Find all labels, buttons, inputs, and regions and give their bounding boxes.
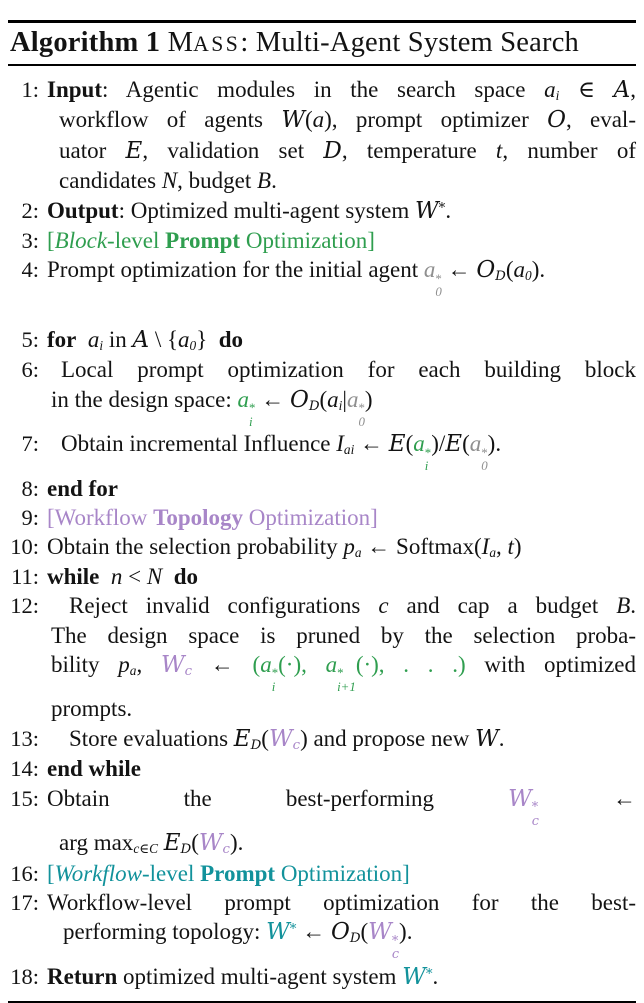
text-segment: in — [103, 326, 133, 352]
math-script-symbol — [508, 785, 539, 829]
subscript: c — [222, 842, 230, 858]
text-segment: ( — [319, 386, 328, 412]
math-script-symbol: W — [475, 725, 499, 752]
text-segment: ( — [360, 919, 369, 945]
text-segment — [413, 431, 432, 474]
text-segment: , budget — [177, 168, 258, 194]
text-segment: . — [271, 168, 277, 194]
text-segment: ( — [191, 830, 199, 856]
text-segment: . — [432, 963, 439, 989]
math-script-symbol: E — [125, 137, 143, 164]
subscript: i — [424, 459, 429, 474]
subscript: 0 — [358, 414, 365, 429]
subscript: ai — [343, 442, 355, 458]
line-text — [47, 888, 636, 917]
text-segment: ) — [364, 386, 373, 412]
math-script-symbol: O — [547, 107, 566, 134]
line-text — [47, 591, 636, 620]
line-text — [47, 962, 636, 992]
text-segment: Reject invalid configurations — [69, 593, 379, 619]
text-segment: ) — [513, 534, 522, 560]
text-segment: \ { — [149, 326, 179, 352]
math-script-symbol: E — [445, 431, 463, 458]
text-segment: , eval- — [565, 107, 636, 133]
text-segment: ( — [405, 431, 414, 457]
text-segment: Optimization] — [240, 228, 375, 254]
line-text — [47, 694, 636, 723]
line-number — [8, 650, 39, 694]
line-number — [8, 621, 39, 650]
text-segment: ( — [462, 431, 470, 457]
subscript: D — [308, 398, 320, 414]
text-segment: end for — [47, 475, 118, 501]
text-segment: Workflow — [54, 860, 142, 886]
algo-line — [8, 255, 636, 299]
text-segment: (·), . . .) — [355, 652, 466, 677]
line-text — [47, 503, 636, 532]
text-segment: [ — [47, 860, 55, 886]
math-script-symbol: $W_c$ — [198, 830, 230, 858]
text-segment: $a_0$ — [178, 326, 197, 353]
math-script-symbol: W — [281, 107, 305, 134]
subscript: i — [555, 87, 560, 103]
text-segment: . — [630, 593, 636, 619]
line-number: 11: — [11, 563, 39, 589]
text-segment: [Workflow — [47, 504, 154, 530]
algo-line-continuation — [8, 621, 636, 650]
algo-line — [8, 196, 636, 226]
line-text — [47, 859, 636, 888]
subscript: D — [495, 269, 506, 285]
line-number: 7: — [21, 431, 39, 457]
text-segment: a — [312, 107, 325, 133]
text-segment: , — [136, 652, 161, 677]
text-segment — [469, 431, 488, 474]
algo-line-continuation — [8, 694, 636, 723]
text-segment: arg $\max_{c\in C}$ — [59, 830, 158, 857]
text-segment: ← — [441, 257, 477, 283]
line-number: 14: — [10, 756, 39, 782]
math-base: a — [423, 257, 436, 283]
line-number — [8, 694, 39, 723]
text-segment: Output — [47, 197, 119, 223]
math-scripts — [392, 935, 399, 962]
text-segment: $p_a$ — [118, 652, 137, 678]
subscript: i — [271, 679, 276, 694]
text-segment: . — [445, 197, 452, 223]
text-segment: , — [630, 77, 637, 102]
line-number — [8, 917, 39, 961]
text-segment: -level — [142, 860, 201, 886]
algo-line — [8, 888, 636, 917]
text-segment: < — [122, 563, 147, 589]
text-segment: ( — [261, 725, 269, 751]
subscript: c — [531, 813, 539, 829]
text-segment: ← — [296, 919, 331, 945]
text-segment: uator — [59, 137, 126, 163]
algo-line — [8, 429, 636, 473]
math-script-symbol: W* — [266, 919, 297, 946]
line-text — [47, 136, 636, 166]
line-number: 3: — [21, 228, 39, 254]
math-script-symbol: W* — [402, 963, 433, 990]
text-segment: Obtain incremental Influence — [61, 431, 337, 457]
line-text — [47, 196, 636, 226]
line-text — [47, 75, 636, 105]
text-segment: $a_i$ — [87, 326, 104, 353]
text-segment: bility — [51, 652, 119, 677]
text-segment: Block — [54, 228, 108, 254]
math-script-symbol: A — [132, 326, 150, 353]
line-number: 13: — [10, 725, 39, 751]
text-segment — [325, 652, 356, 694]
text-segment: Store evaluations — [69, 725, 234, 751]
superscript: * — [391, 933, 399, 949]
text-segment: [ — [47, 228, 55, 254]
text-segment: . — [498, 725, 505, 751]
text-segment: $a_0$ — [513, 257, 532, 284]
subscript: c — [184, 663, 193, 679]
line-number — [8, 166, 39, 195]
text-segment: Return — [47, 963, 118, 989]
math-script-symbol: W* — [415, 197, 446, 224]
math-base: a — [260, 652, 272, 677]
line-number: 2: — [21, 197, 39, 223]
line-number: 9: — [21, 504, 39, 530]
algo-line — [8, 226, 636, 255]
subscript: 0 — [189, 337, 197, 353]
algorithm-title-suffix: : Multi-Agent System Search — [240, 27, 579, 58]
text-segment: end while — [47, 756, 141, 782]
superscript: * — [271, 666, 279, 681]
subscript: 0 — [435, 285, 442, 300]
math-base: W — [368, 919, 392, 946]
superscript: * — [531, 800, 539, 816]
algo-line — [8, 754, 636, 783]
text-segment: ). — [487, 431, 502, 457]
algo-line — [8, 325, 636, 355]
mid-rule — [8, 64, 636, 66]
text-segment — [99, 564, 111, 589]
math-base: a — [325, 652, 338, 677]
algo-line — [8, 784, 636, 828]
superscript: * — [424, 445, 432, 460]
line-text — [47, 474, 636, 503]
text-segment: The design space is pruned by the selection proba- — [51, 622, 636, 648]
subscript: 0 — [525, 268, 532, 284]
math-script-symbol: E — [388, 431, 406, 458]
subscript: D — [180, 842, 192, 858]
math-script-symbol: $O_D$ — [330, 919, 361, 947]
line-text — [47, 562, 636, 591]
text-segment: , — [496, 534, 508, 560]
text-segment: , number of — [502, 137, 636, 163]
subscript: c — [391, 947, 400, 963]
text-segment: ( — [304, 107, 313, 133]
line-number: 10: — [10, 534, 39, 560]
text-segment: | — [342, 386, 347, 412]
algo-line-continuation — [8, 166, 636, 195]
math-base: a — [469, 431, 482, 457]
text-segment: performing topology: — [63, 919, 267, 945]
line-number: 6: — [21, 357, 39, 383]
math-base: a — [413, 431, 425, 457]
text-segment: , temperature — [341, 137, 496, 163]
text-segment: optimized multi-agent system — [117, 963, 403, 989]
text-segment: ), prompt optimizer — [324, 107, 548, 133]
subscript: a — [354, 545, 362, 561]
text-segment: } — [196, 326, 219, 352]
algo-line-continuation — [8, 385, 636, 429]
subscript: D — [250, 737, 262, 753]
text-segment: $I_a$ — [481, 534, 496, 561]
subscript: a — [489, 545, 496, 561]
text-segment: ) and propose new — [300, 725, 476, 751]
line-text — [47, 532, 636, 561]
text-segment: t — [495, 137, 503, 163]
algorithm-body — [6, 75, 638, 992]
text-segment: Optimization] — [275, 860, 410, 886]
math-script-symbol: $E_D$ — [163, 830, 192, 858]
text-segment: $p_a$ — [343, 534, 362, 561]
line-number: 4: — [21, 257, 39, 283]
text-segment: N — [146, 563, 163, 589]
text-segment: while — [47, 563, 100, 589]
subscript: c — [292, 737, 301, 753]
subscript: c∈C — [133, 841, 158, 857]
math-script-symbol — [368, 919, 400, 963]
section-spacer — [8, 300, 636, 325]
text-segment: $a_i$ — [327, 386, 343, 413]
text-segment — [158, 830, 164, 855]
text-segment: ( — [505, 257, 514, 283]
text-segment — [260, 652, 279, 694]
line-number: 18: — [10, 963, 39, 989]
text-segment: workflow of agents — [59, 107, 282, 133]
text-segment: prompts. — [51, 696, 133, 722]
text-segment: Input — [47, 77, 102, 102]
text-segment: (·), — [278, 652, 326, 677]
text-segment: Optimization] — [243, 504, 378, 530]
line-text — [47, 724, 636, 754]
subscript: i+1 — [337, 679, 356, 694]
line-number — [8, 828, 39, 858]
algo-line — [8, 503, 636, 532]
math-script-symbol: D — [323, 137, 342, 164]
text-segment — [423, 257, 442, 300]
text-segment: candidates — [59, 168, 162, 194]
math-script-symbol: $O_D$ — [289, 386, 320, 414]
line-text — [47, 754, 636, 783]
math-scripts — [337, 667, 356, 694]
subscript: 0 — [481, 459, 488, 474]
text-segment — [346, 386, 365, 429]
line-text — [47, 621, 636, 650]
line-text — [47, 828, 636, 858]
text-segment: ← — [538, 785, 637, 811]
text-segment: do — [218, 326, 244, 352]
superscript: * — [425, 966, 433, 982]
text-segment: B — [616, 593, 631, 619]
text-segment: $a_i$ — [544, 77, 560, 103]
line-number — [8, 385, 39, 429]
text-segment: c — [378, 593, 389, 619]
text-segment: ). — [399, 919, 413, 945]
text-segment: ← — [255, 386, 290, 412]
algo-line — [8, 355, 636, 384]
algo-line — [8, 591, 636, 620]
math-script-symbol: $O_D$ — [476, 257, 506, 285]
line-number — [8, 136, 39, 166]
subscript: D — [349, 931, 361, 947]
algo-line-continuation — [8, 136, 636, 166]
superscript: * — [481, 445, 488, 460]
algo-line-continuation — [8, 828, 636, 858]
text-segment: Workflow-level prompt optimization for the best- — [47, 889, 636, 915]
text-segment: -level — [107, 228, 166, 254]
line-number: 1: — [21, 77, 39, 102]
algorithm-title — [6, 23, 638, 64]
superscript: * — [249, 401, 256, 416]
algorithm-title-prefix: Algorithm 1 — [10, 27, 168, 58]
line-text — [47, 385, 636, 429]
text-segment: Prompt — [200, 860, 276, 886]
math-base: a — [346, 386, 359, 412]
line-number: 17: — [10, 889, 39, 915]
text-segment: Obtain the best-performing — [47, 785, 509, 811]
superscript: * — [358, 401, 365, 416]
algo-line — [8, 75, 636, 105]
superscript: * — [337, 666, 344, 681]
subscript: i — [99, 337, 104, 353]
algo-line — [8, 532, 636, 561]
algo-line-continuation — [8, 650, 636, 694]
algorithm-name-smallcaps: ASS — [193, 32, 241, 56]
algo-line — [8, 562, 636, 591]
line-text — [47, 226, 636, 255]
subscript: i — [338, 397, 343, 413]
line-number: 16: — [10, 860, 39, 886]
line-text — [47, 166, 636, 195]
text-segment: B — [257, 168, 272, 194]
text-segment: Prompt optimization for the initial agent — [47, 257, 424, 283]
math-script-symbol: $W_c$ — [160, 652, 193, 679]
math-script-symbol: $W_c$ — [268, 725, 301, 753]
text-segment: ). — [230, 830, 244, 856]
algo-line-continuation — [8, 105, 636, 135]
line-number: 15: — [10, 785, 39, 811]
text-segment: ← — [354, 431, 389, 457]
math-scripts — [532, 801, 539, 828]
text-segment: Topology — [153, 504, 244, 530]
line-text — [47, 429, 636, 473]
line-text — [47, 325, 636, 355]
subscript: i — [249, 414, 253, 429]
algorithm-name-capital: M — [167, 27, 194, 58]
line-text — [47, 105, 636, 135]
text-segment: Prompt — [165, 228, 241, 254]
math-base: W — [508, 785, 532, 812]
math-script-symbol: A — [613, 77, 631, 103]
text-segment: Obtain the selection probability — [47, 534, 344, 560]
text-segment: : Agentic modules in the search space — [101, 77, 545, 102]
text-segment: : Optimized multi-agent system — [118, 197, 415, 223]
algo-line — [8, 724, 636, 754]
line-number: 5: — [21, 326, 39, 352]
algo-line — [8, 474, 636, 503]
superscript: * — [289, 922, 297, 938]
text-segment: and cap a budget — [388, 593, 617, 619]
superscript: * — [438, 200, 446, 216]
math-script-symbol: $E_D$ — [233, 725, 262, 753]
algo-line — [8, 859, 636, 888]
superscript: * — [435, 271, 442, 286]
line-number — [8, 105, 39, 135]
text-segment: N — [161, 168, 178, 194]
line-number: 12: — [10, 593, 39, 619]
text-segment: $I_{ai}$ — [336, 431, 355, 458]
line-text — [47, 355, 636, 384]
text-segment: ← — [192, 652, 253, 677]
text-segment — [162, 564, 174, 589]
text-segment: )/ — [431, 431, 446, 457]
text-segment: t — [507, 534, 514, 560]
text-segment: ). — [531, 257, 546, 283]
text-segment: in the design space: — [51, 386, 238, 412]
text-segment: do — [173, 563, 199, 589]
text-segment: n — [110, 563, 123, 589]
line-text — [47, 650, 636, 694]
algo-line — [8, 962, 636, 992]
line-text — [47, 917, 636, 961]
algo-line-continuation — [8, 917, 636, 961]
line-number: 8: — [21, 475, 39, 501]
text-segment: Local prompt optimization for each building block — [61, 357, 636, 383]
text-segment: ∈ — [559, 77, 614, 102]
line-text — [47, 784, 636, 828]
text-segment: ( — [252, 652, 261, 677]
text-segment: for — [47, 326, 77, 352]
subscript: a — [129, 662, 137, 678]
text-segment: ← Softmax( — [361, 534, 482, 560]
text-segment — [237, 386, 256, 429]
text-segment: with optimized — [465, 652, 636, 677]
math-base: a — [237, 386, 250, 412]
text-segment: , validation set — [142, 137, 324, 163]
text-segment — [76, 327, 88, 352]
line-text — [47, 255, 636, 299]
